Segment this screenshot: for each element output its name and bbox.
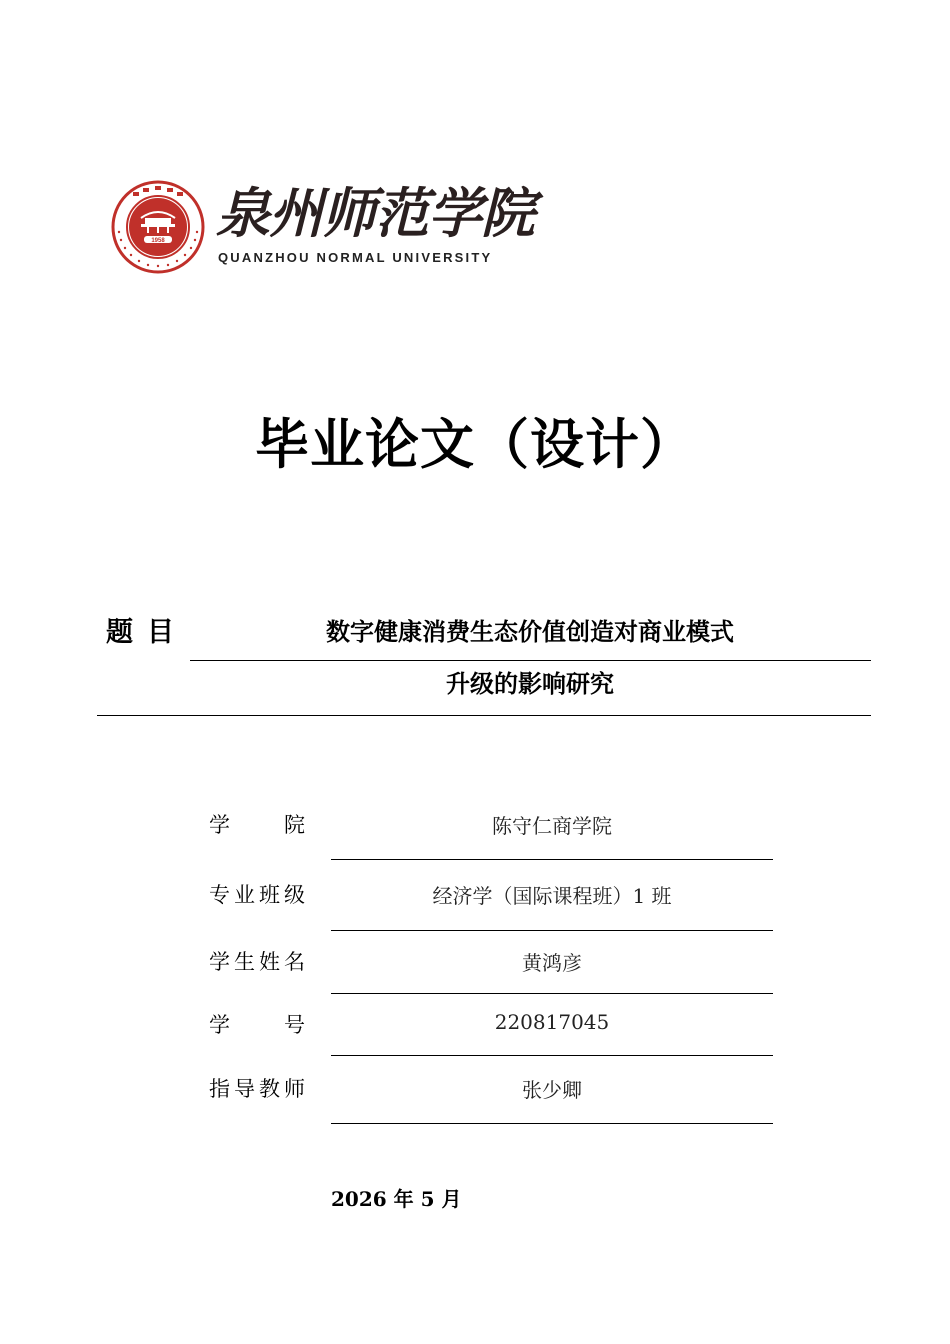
page-title: 毕业论文（设计） <box>255 413 695 476</box>
topic-label: 题目 <box>106 617 188 648</box>
info-value-major-class: 经济学（国际课程班）1 班 <box>432 884 672 908</box>
info-value-student-name: 黄鸿彦 <box>522 951 582 975</box>
info-value-advisor: 张少卿 <box>522 1078 582 1102</box>
university-name-cn: 泉州师范学院 <box>216 181 534 245</box>
info-underline <box>331 930 773 931</box>
info-underline <box>331 859 773 860</box>
topic-underline-1 <box>190 660 871 661</box>
topic-text-line-1: 数字健康消费生态价值创造对商业模式 <box>326 618 734 646</box>
info-label-student-name: 学 生 姓 名 <box>209 950 305 974</box>
seal-year: 1958 <box>151 238 165 244</box>
topic-underline-2 <box>97 715 871 716</box>
info-label-major-class: 专 业 班 级 <box>209 883 305 907</box>
university-seal-logo <box>111 180 205 274</box>
info-value-college: 陈守仁商学院 <box>492 814 612 838</box>
info-value-student-id: 220817045 <box>494 1010 610 1034</box>
submission-date: 2026 年 5 月 <box>331 1187 462 1211</box>
topic-text-line-2: 升级的影响研究 <box>446 670 614 698</box>
info-underline <box>331 993 773 994</box>
info-label-college: 学 院 <box>209 813 305 837</box>
info-underline <box>331 1055 773 1056</box>
university-name-en: QUANZHOU NORMAL UNIVERSITY <box>218 250 493 265</box>
info-label-student-id: 学 号 <box>209 1013 305 1037</box>
info-label-advisor: 指 导 教 师 <box>209 1077 305 1101</box>
info-underline <box>331 1123 773 1124</box>
